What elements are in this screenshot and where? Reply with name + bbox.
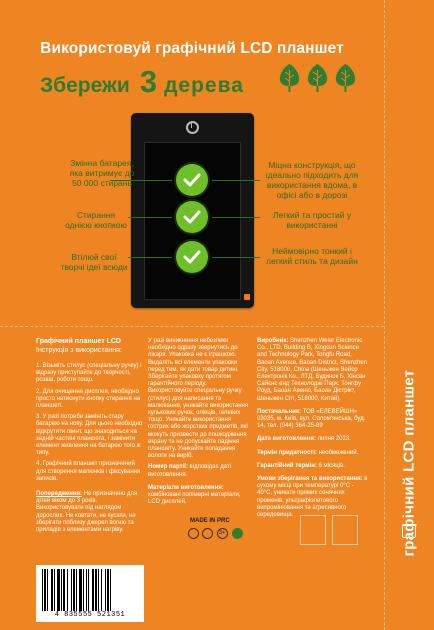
instruction-step: 4. Графічний планшет призначений для створення малюнків і фіксування записів. (36, 461, 141, 482)
barcode-digits: 4 835555 521351 (54, 611, 126, 619)
manufacturer-label: Виробник: (257, 338, 289, 344)
warning-text (36, 491, 144, 534)
tree-icon (278, 64, 301, 92)
tidyman-icon (332, 515, 358, 545)
save-word: Збережи (40, 74, 130, 97)
recycle-icon (202, 528, 213, 539)
instruction-step: 1. Візьміть стилус (спеціальну ручку) і відразу приступайте до творчості, розваг, роботи тощо. (36, 363, 142, 384)
materials-label: Матеріали виготовлення: (148, 484, 224, 491)
instructions-title: Графічний планшет LCD (36, 338, 121, 345)
age-mark: 3+ (219, 530, 226, 536)
check-icon (176, 164, 208, 196)
warranty-label: Гарантійний термін: (257, 462, 317, 469)
batch-value: відповідає даті виготовлення. (148, 464, 232, 478)
safety-paragraph: У разі виникнення небезпеки необхідно одразу звернутись до лікаря. Упаковка не є іграшкою. Видаліть всі елементи упаковки перед тим, як дати товар дитині. Зберігайте упаковку протягом гарантійного періоду. Використовуйте спеціальну ручку (стилус) для написання та малювання, уникайте використання кулькових ручок, олівців, гелевих тощо. Уникайте використання гострих або жорстких предметів, які можуть призвести до пошкодження екрану та не допускайте падіння планшету. Уникайте попадання вологи на виріб. (148, 338, 249, 460)
feature-right-3: Неймовірно тонкий і легкий стиль та дизайн (266, 246, 358, 266)
supplier (257, 409, 369, 431)
eco-icon (232, 528, 243, 539)
feature-right-2: Легкий та простий у використанні (272, 210, 352, 230)
connector-line (128, 257, 172, 258)
warranty-value: 6 місяців. (318, 462, 345, 469)
instructions-heading (36, 338, 144, 355)
instructions-block (36, 338, 144, 538)
storage-label: Умови зберігання та використання: (257, 476, 363, 483)
term-value: необмежений. (318, 449, 359, 456)
middle-text-block (148, 338, 252, 510)
feature-right-1: Міцна конструкція, що ідеально підходить для використання вдома, в офісі або в дорозі (265, 160, 359, 200)
warning-label: Попередження: (36, 491, 83, 498)
wastebin-icon (300, 515, 326, 545)
instruction-step: 2. Для очищення дисплея, необхідно просто натиснути кнопку стирання на планшеті. (36, 388, 141, 410)
instructions-subtitle: Інструкція з використання: (36, 346, 122, 354)
barcode (36, 565, 144, 622)
save-trees-slogan (40, 64, 244, 98)
feature-left-3: Втілюй свої творчі ідеї всюди (60, 252, 128, 272)
spine-title: графічний LCD планшет (400, 369, 418, 557)
feature-left-2: Стирання однією кнопкою (65, 210, 127, 230)
supplier-value: ТОВ «ЕЛЕВЕЙШН» 03035, м. Київ, вул. Солом'янська, буд. 14, тел. (044) 364-25-89 (257, 408, 366, 430)
barcode-bars (42, 569, 138, 611)
connector-line (128, 217, 172, 218)
check-icon (176, 241, 208, 273)
tree-icon (334, 64, 357, 92)
supplier-label: Постачальник: (257, 408, 301, 415)
warning-body: Не призначено для дітей віком до 3 років. Використовувати під наглядом дорослих. Не ковтати, не кусати, не зберігати поблизу джерел вогню та приладів з елементами нагріву. (36, 491, 138, 534)
lock-switch (244, 294, 250, 300)
barcode-bar (111, 569, 113, 611)
batch-number (148, 464, 252, 478)
power-icon (186, 121, 199, 134)
production-date (257, 436, 369, 443)
instruction-step: 3. У разі потреби замініть стару батарею на нову. Для цього необхідно відкрутити гвинт, що знаходиться на задній частині планшета, і замінити елемент живлення на батарею того ж типу. (36, 414, 143, 457)
date-label: Дата виготовлення: (257, 436, 316, 443)
materials-value: комбіновані полімерні матеріали, LCD дисплей. (148, 492, 241, 506)
made-in-label: MADE IN PRC (190, 518, 230, 524)
connector-line (212, 180, 260, 181)
manufacturer-block (257, 338, 369, 523)
page-title: Використовуй графічний LCD планшет (40, 40, 344, 57)
manufacturer (257, 338, 369, 403)
connector-line (110, 180, 172, 181)
save-rest: дерева (164, 74, 244, 97)
storage-conditions (257, 476, 369, 519)
connector-line (212, 257, 260, 258)
warranty (257, 463, 369, 470)
fold-line (0, 326, 384, 327)
check-icon (176, 201, 208, 233)
connector-line (212, 217, 260, 218)
save-number: 3 (139, 64, 158, 99)
feature-left-1: Змінна батарея, яка витримує до 50 000 стирань (69, 158, 135, 188)
date-value: липня 2023. (317, 436, 351, 443)
no-fire-icon (188, 528, 199, 539)
term-label: Термін придатності: (257, 449, 317, 456)
tablet-icon (402, 524, 416, 538)
manufacturer-value: Shenzhen Weier Electronic Co., LTD, Building B, Xingcun Science and Technology Park, Tongfu Road, Baoan Avenue, Baoan District, Shenzhen City, 518000, China (Шеньжен Вейєр Електронік Ко., ЛТД, Будинок Б, Хінсан Сайєнс енд Технолоджі Парк, Тонгфу Роуд, Баоан Авеню, Баоан Дістрікт, Шеньжен Сіті, 518000, Китай). (257, 338, 367, 402)
shelf-life (257, 450, 369, 457)
tree-icon (306, 64, 329, 92)
batch-label: Номер партії: (148, 464, 188, 471)
materials (148, 485, 252, 507)
storage-value: в сухому місці при температурі 0°С - 40°С, уникати прямих сонячних променів, ультрафіолетового випромінювання та агресивного середовища. (257, 476, 368, 519)
trees-group (278, 64, 357, 92)
